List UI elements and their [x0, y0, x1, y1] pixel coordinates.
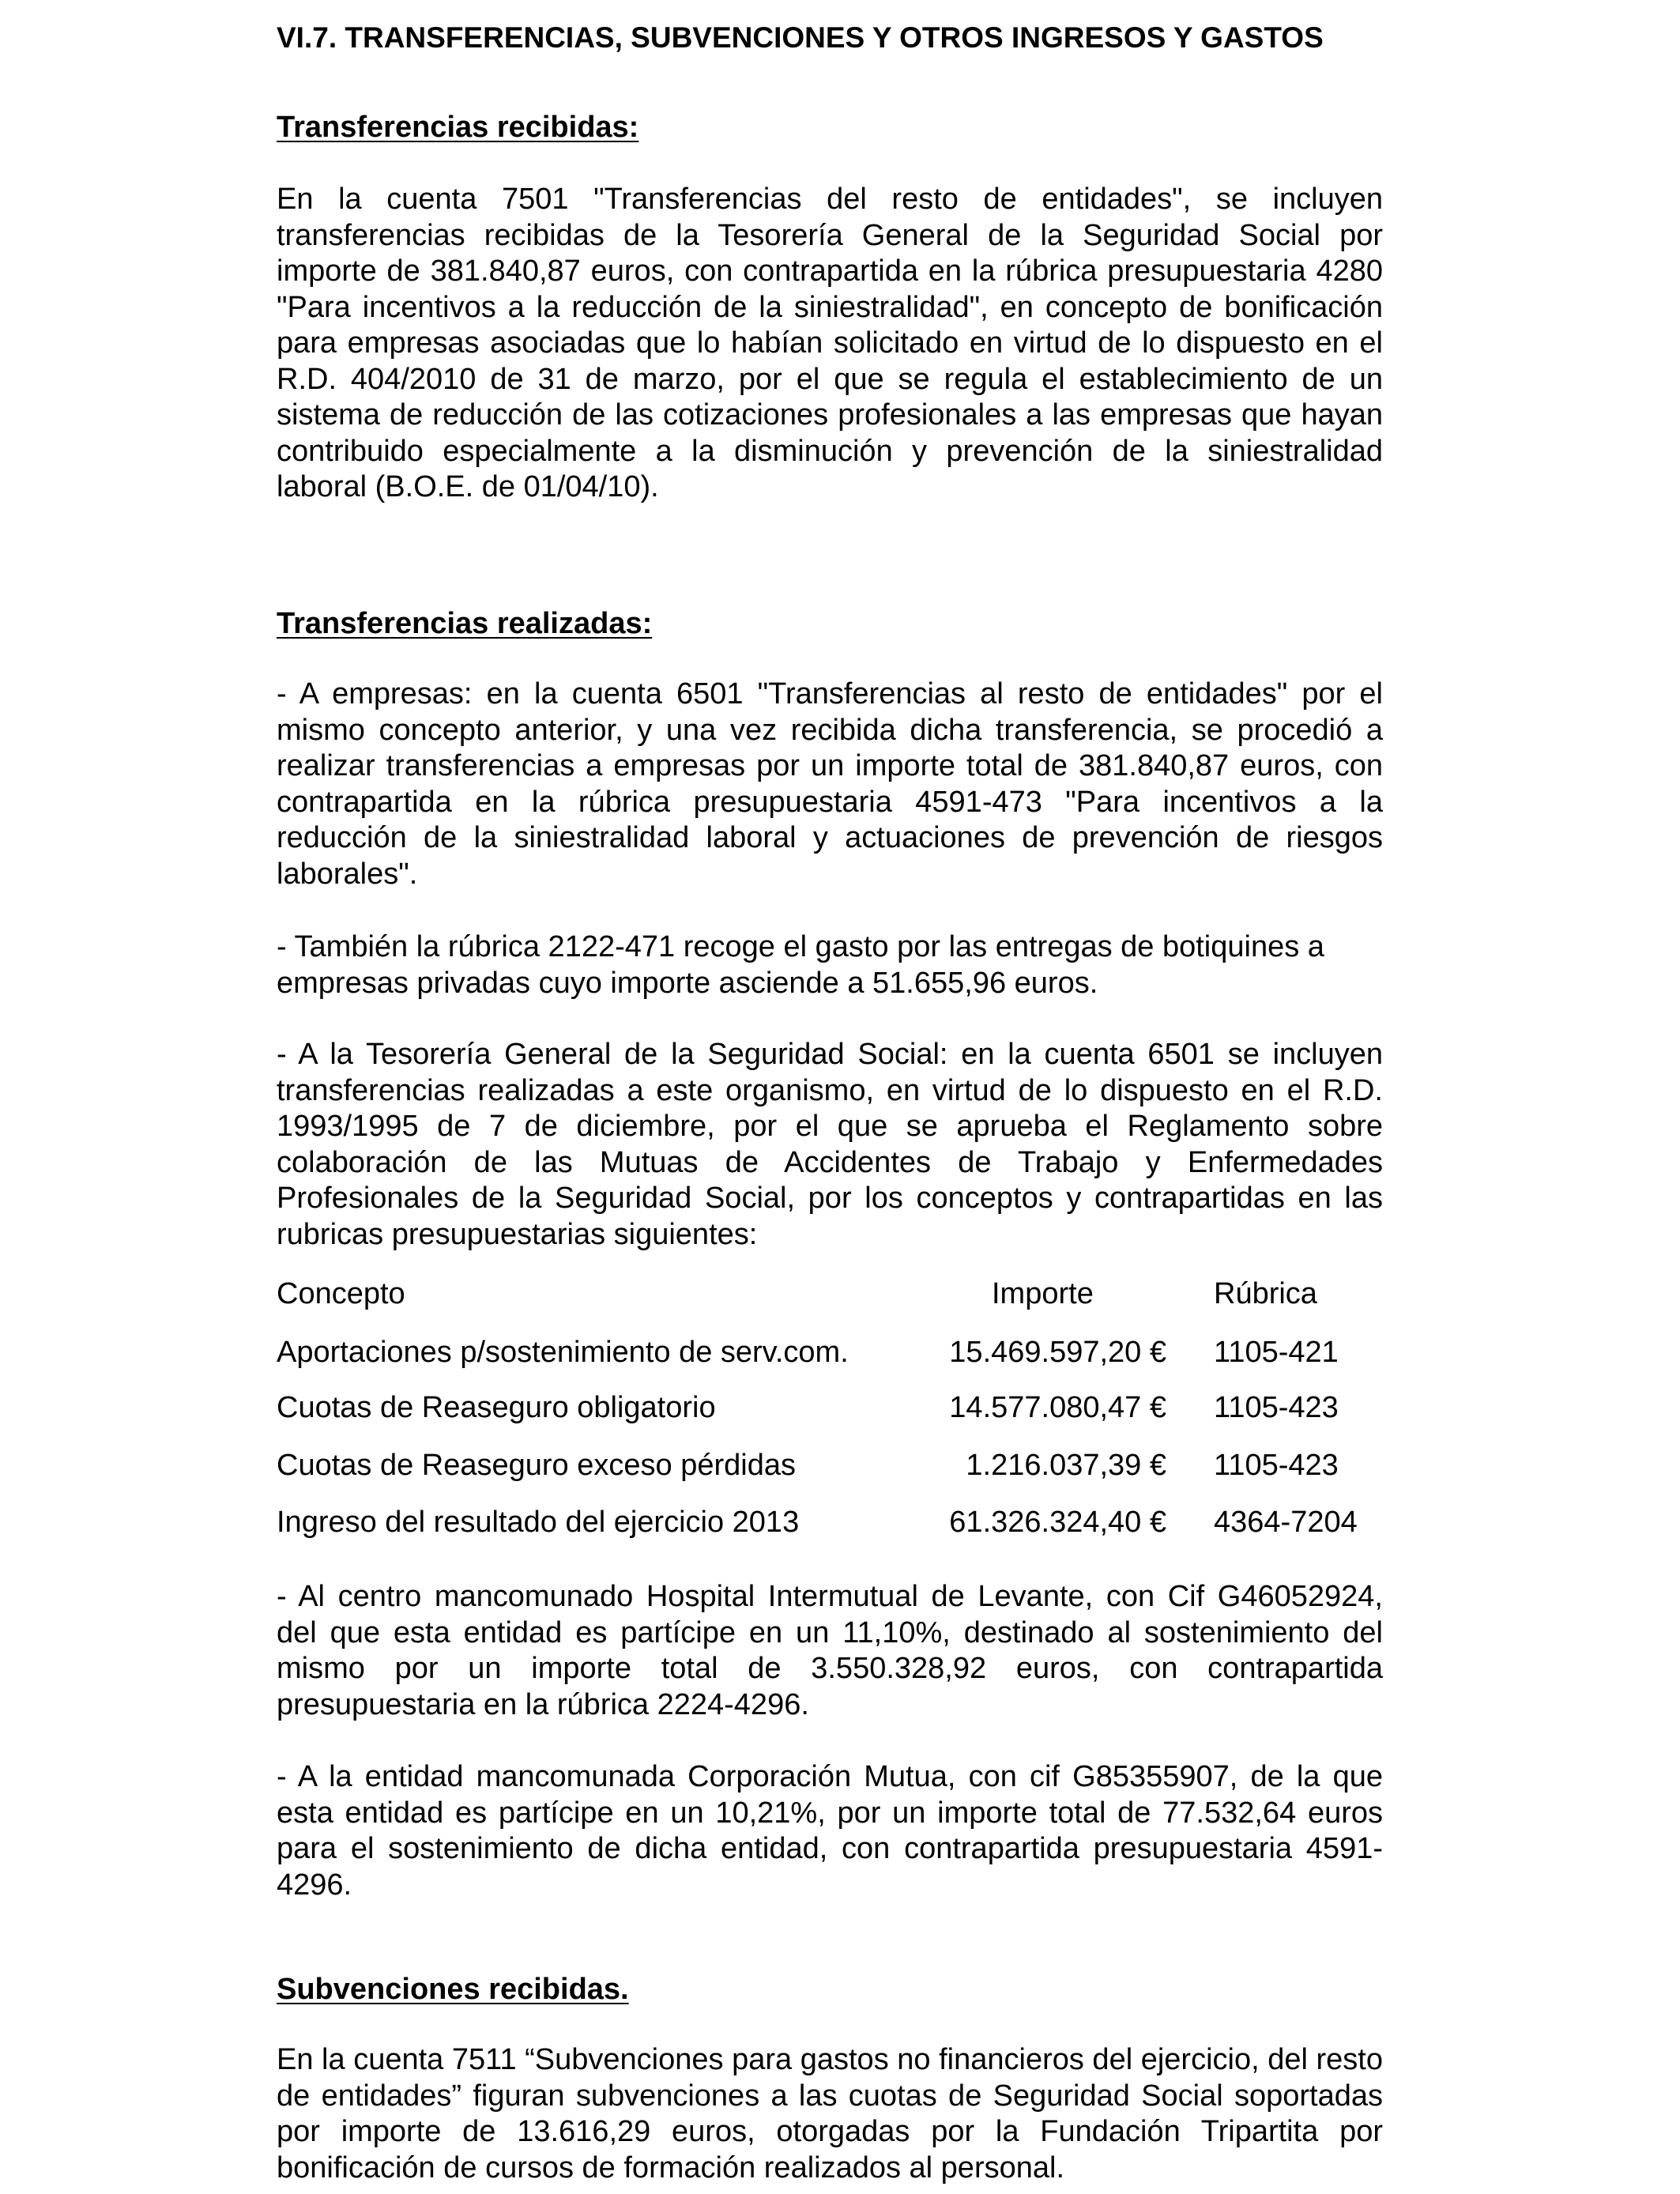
column-header-rubrica: Rúbrica: [1214, 1277, 1317, 1310]
table-row: [277, 1447, 1383, 1483]
heading-transferencias-recibidas: Transferencias recibidas:: [277, 111, 639, 144]
cell-concepto: Ingreso del resultado del ejercicio 2013: [277, 1506, 800, 1539]
paragraph-tesoreria: - A la Tesorería General de la Seguridad Social: en la cuenta 6501 se incluyen transferencias realizadas a este organismo, en virtud de lo dispuesto en el R.D. 1993/1995 de 7 de diciembre, por el que se aprueba el Reglamento sobre colaboración de las Mutuas de Accidentes de Trabajo y Enfermedades Profesionales de la Seguridad Social, por los conceptos y contrapartidas en las rubricas presupuestarias siguientes:: [277, 1038, 1383, 1251]
page-title: VI.7. TRANSFERENCIAS, SUBVENCIONES Y OTROS INGRESOS Y GASTOS: [277, 21, 1324, 54]
paragraph-subvenciones: En la cuenta 7511 “Subvenciones para gastos no financieros del ejercicio, del resto de entidades” figuran subvenciones a las cuotas de Seguridad Social soportadas por importe de 13.616,29 euros, otorgadas por la Fundación Tripartita por bonificación de cursos de formación realizados al personal.: [277, 2043, 1383, 2185]
heading-subvenciones-recibidas: Subvenciones recibidas.: [277, 1973, 629, 2006]
paragraph-hospital-intermutual: - Al centro mancomunado Hospital Intermutual de Levante, con Cif G46052924, del que esta entidad es partícipe en un 11,10%, destinado al sostenimiento del mismo por un importe total de 3.550.328,92 euros, con contrapartida presupuestaria en la rúbrica 2224-4296.: [277, 1580, 1383, 1721]
cell-rubrica: 4364-7204: [1214, 1506, 1358, 1539]
cell-importe: 61.326.324,40 €: [949, 1506, 1166, 1539]
cell-rubrica: 1105-423: [1214, 1449, 1339, 1482]
paragraph-a-empresas: - A empresas: en la cuenta 6501 "Transferencias al resto de entidades" por el mismo concepto anterior, y una vez recibida dicha transferencia, se procedió a realizar transferencias a empresas por un importe total de 381.840,87 euros, con contrapartida en la rúbrica presupuestaria 4591-473 "Para incentivos a la reducción de la siniestralidad laboral y actuaciones de prevención de riesgos laborales".: [277, 677, 1383, 891]
table-header-row: [277, 1276, 1383, 1312]
cell-concepto: Cuotas de Reaseguro exceso pérdidas: [277, 1449, 796, 1482]
cell-rubrica: 1105-421: [1214, 1336, 1339, 1369]
table-row: [277, 1389, 1383, 1426]
table-row: [277, 1504, 1383, 1540]
column-header-concepto: Concepto: [277, 1277, 405, 1310]
cell-importe: 14.577.080,47 €: [949, 1391, 1166, 1424]
paragraph-botiquines: - También la rúbrica 2122-471 recoge el gasto por las entregas de botiquines a empresas privadas cuyo importe asciende a 51.655,96 euros.: [277, 930, 1324, 1000]
table-row: [277, 1334, 1383, 1370]
cell-importe: 15.469.597,20 €: [949, 1336, 1166, 1369]
column-header-importe: Importe: [992, 1277, 1094, 1310]
paragraph-transferencias-recibidas: En la cuenta 7501 "Transferencias del resto de entidades", se incluyen transferencias recibidas de la Tesorería General de la Seguridad Social por importe de 381.840,87 euros, con contrapartida en la rúbrica presupuestaria 4280 "Para incentivos a la reducción de la siniestralidad", en concepto de bonificación para empresas asociadas que lo habían solicitado en virtud de lo dispuesto en el R.D. 404/2010 de 31 de marzo, por el que se regula el establecimiento de un sistema de reducción de las cotizaciones profesionales a las empresas que hayan contribuido especialmente a la disminución y prevención de la siniestralidad laboral (B.O.E. de 01/04/10).: [277, 183, 1383, 503]
cell-concepto: Aportaciones p/sostenimiento de serv.com.: [277, 1336, 849, 1369]
cell-rubrica: 1105-423: [1214, 1391, 1339, 1424]
cell-importe: 1.216.037,39 €: [966, 1449, 1166, 1482]
heading-transferencias-realizadas: Transferencias realizadas:: [277, 607, 653, 640]
cell-concepto: Cuotas de Reaseguro obligatorio: [277, 1391, 716, 1424]
paragraph-corporacion-mutua: - A la entidad mancomunada Corporación Mutua, con cif G85355907, de la que esta entidad es partícipe en un 10,21%, por un importe total de 77.532,64 euros para el sostenimiento de dicha entidad, con contrapartida presupuestaria 4591-4296.: [277, 1760, 1383, 1902]
